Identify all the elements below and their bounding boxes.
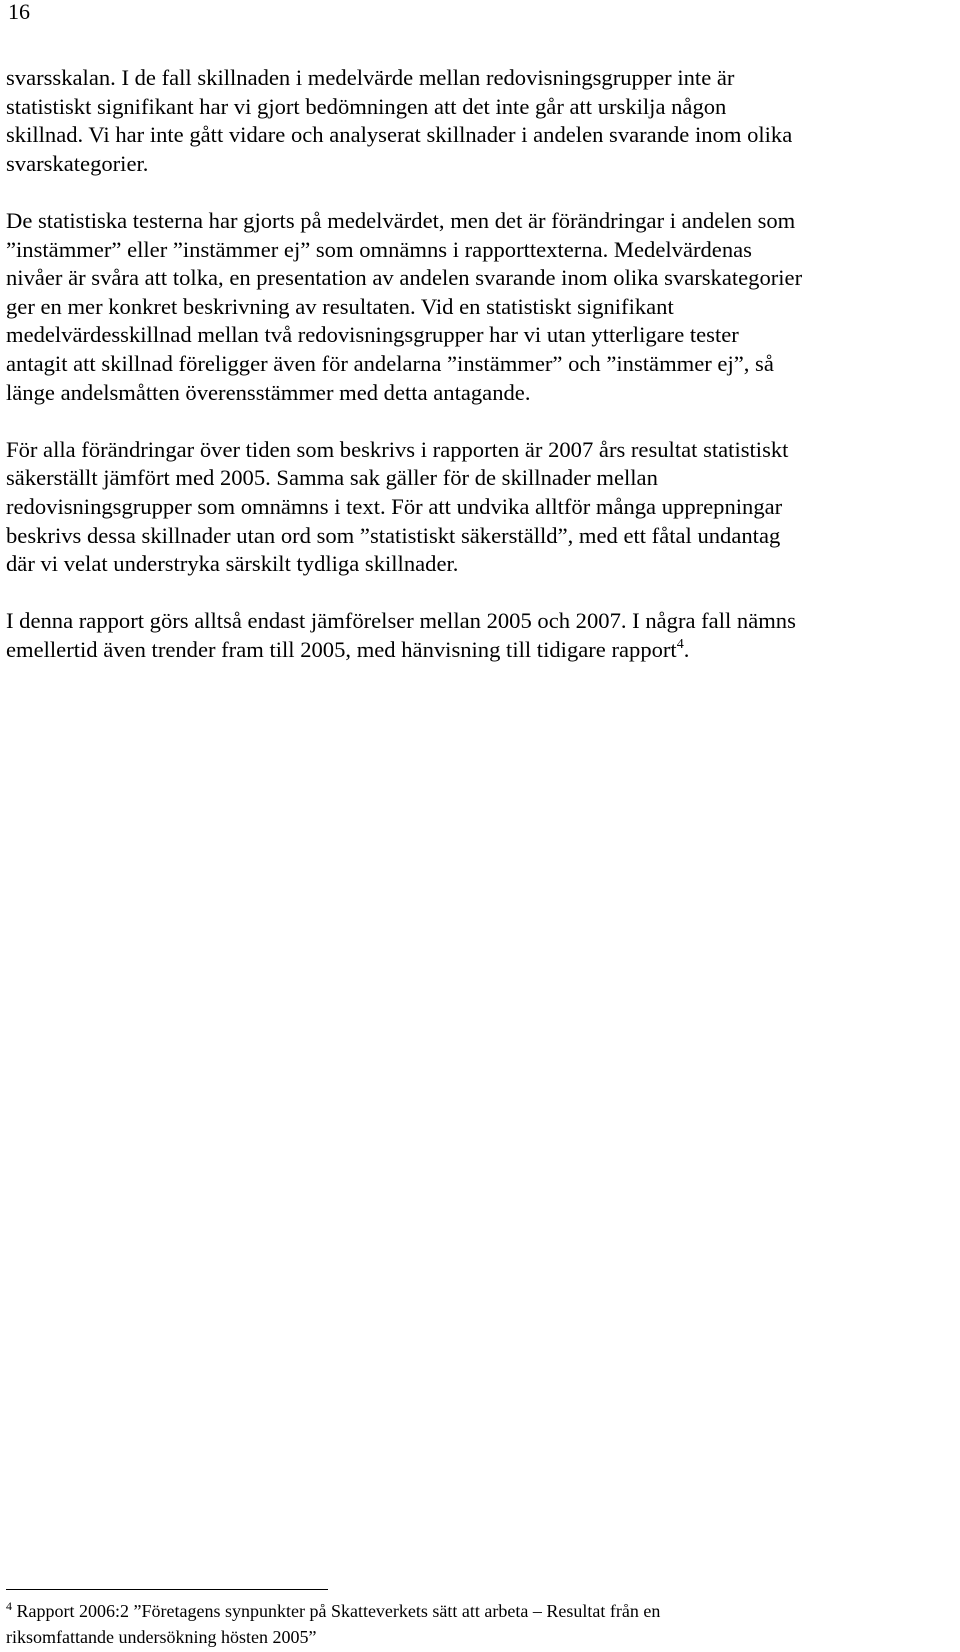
text-line: svarskategorier.	[6, 150, 149, 176]
footnote-line	[6, 1598, 660, 1624]
text-line: där vi velat understryka särskilt tydliga skillnader.	[6, 551, 459, 577]
text-line: redovisningsgrupper som omnämns i text. För att undvika alltför många upprepningar	[6, 493, 783, 519]
text-line: säkerställt jämfört med 2005. Samma sak gäller för de skillnader mellan	[6, 465, 658, 491]
text-line: svarsskalan. I de fall skillnaden i medelvärde mellan redovisningsgrupper inte är	[6, 65, 735, 90]
text-line: ”instämmer” eller ”instämmer ej” som omnämns i rapporttexterna. Medelvärdenas	[6, 236, 752, 262]
body-text	[6, 64, 936, 693]
text-line: skillnad. Vi har inte gått vidare och analyserat skillnader i andelen svarande inom olika	[6, 122, 793, 148]
text-line: De statistiska testerna har gjorts på medelvärdet, men det är förändringar i andelen som	[6, 207, 796, 233]
text-line: I denna rapport görs alltså endast jämförelser mellan 2005 och 2007. I några fall nämns	[6, 608, 796, 634]
footnote-marker: 4	[6, 1599, 12, 1613]
text-line: medelvärdesskillnad mellan två redovisningsgrupper har vi utan ytterligare tester	[6, 322, 739, 348]
text-line: nivåer är svåra att tolka, en presentation av andelen svarande inom olika svarskategorier	[6, 265, 803, 291]
footnote-text: Rapport 2006:2 ”Företagens synpunkter på Skatteverkets sätt att arbeta – Resultat från en	[12, 1601, 661, 1621]
text-segment: emellertid även trender fram till 2005, med hänvisning till tidigare rapport	[6, 636, 677, 662]
text-line: För alla förändringar över tiden som beskrivs i rapporten är 2007 års resultat statistiskt	[6, 436, 789, 462]
text-line: beskrivs dessa skillnader utan ord som ”statistiskt säkerställd”, med ett fåtal undantag	[6, 522, 781, 548]
text-line: antagit att skillnad föreligger även för andelarna ”instämmer” och ”instämmer ej”, så	[6, 350, 774, 376]
footnote	[6, 1598, 660, 1650]
text-line: länge andelsmåtten överensstämmer med detta antagande.	[6, 379, 531, 405]
page-number: 16	[8, 0, 30, 24]
footnote-reference[interactable]: 4	[676, 636, 684, 652]
paragraph-3	[6, 436, 936, 579]
footnote-separator	[6, 1589, 328, 1590]
text-line-with-footnote	[6, 636, 936, 665]
text-segment: .	[683, 636, 690, 662]
paragraph-2	[6, 207, 936, 407]
footnote-line: riksomfattande undersökning hösten 2005”	[6, 1627, 317, 1647]
paragraph-4	[6, 607, 936, 664]
text-line: ger en mer konkret beskrivning av resultaten. Vid en statistiskt signifikant	[6, 293, 674, 319]
text-line: statistiskt signifikant har vi gjort bedömningen att det inte går att urskilja någon	[6, 93, 727, 119]
paragraph-1	[6, 64, 936, 178]
